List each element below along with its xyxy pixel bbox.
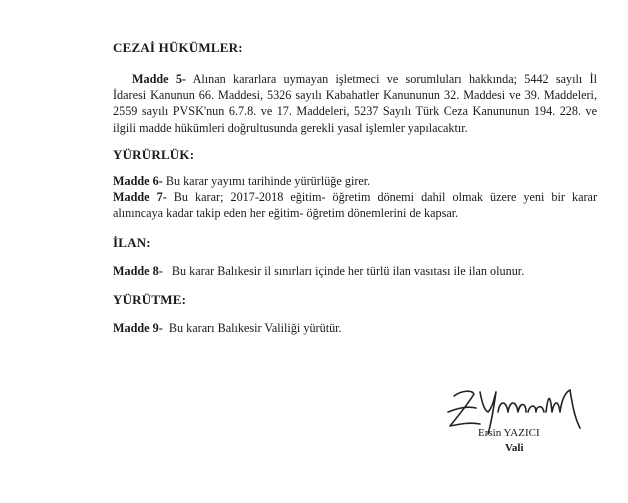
madde-6-label: Madde 6- <box>113 174 163 188</box>
madde-7-line-1-text: Bu karar; 2017-2018 eğitim- öğretim dönemi dahil olmak üzere yeni bir karar <box>166 190 597 204</box>
signer-title: Vali <box>505 442 524 454</box>
heading-yururluk: YÜRÜRLÜK: <box>113 147 195 162</box>
signer-name: Ersin YAZICI <box>478 427 540 439</box>
madde-9-text: Bu kararı Balıkesir Valiliği yürütür. <box>162 321 342 335</box>
madde-5-line-3: 2559 sayılı PVSK'nun 6.7.8. ve 17. Maddeleri, 5237 Sayılı Türk Ceza Kanununun 194. 228. ve <box>113 104 597 119</box>
madde-7-paragraph <box>113 189 597 221</box>
madde-9-label: Madde 9- <box>113 321 163 335</box>
madde-5-line-1-text: Alınan kararlara uymayan işletmeci ve sorumluları hakkında; 5442 sayılı İl <box>185 72 598 86</box>
madde-8-text: Bu karar Balıkesir il sınırları içinde her türlü ilan vasıtası ile ilan olunur. <box>162 264 525 278</box>
madde-9-line <box>113 321 342 336</box>
madde-7-line-2: alınıncaya kadar takip eden her eğitim- öğretim dönemlerini de kapsar. <box>113 206 459 221</box>
madde-8-label: Madde 8- <box>113 264 163 278</box>
madde-8-line <box>113 264 524 279</box>
madde-5-label: Madde 5- <box>132 72 186 86</box>
madde-5-line-4: ilgili madde hükümleri doğrultusunda gerekli yasal işlemler yapılacaktır. <box>113 120 468 135</box>
heading-cezai-hukumler: CEZAİ HÜKÜMLER: <box>113 40 243 55</box>
madde-6-text: Bu karar yayımı tarihinde yürürlüğe girer. <box>162 174 371 188</box>
madde-5-line-2: İdaresi Kanunun 66. Maddesi, 5326 sayılı Kabahatler Kanununun 32. Maddesi ve 39. Maddeleri, <box>113 88 597 103</box>
madde-5-paragraph <box>113 71 597 136</box>
heading-ilan: İLAN: <box>113 235 151 250</box>
madde-5-line-1 <box>113 71 597 87</box>
madde-7-label: Madde 7- <box>113 190 167 204</box>
heading-yurutme: YÜRÜTME: <box>113 292 187 307</box>
madde-7-line-1 <box>113 189 597 205</box>
madde-6-line <box>113 174 370 189</box>
